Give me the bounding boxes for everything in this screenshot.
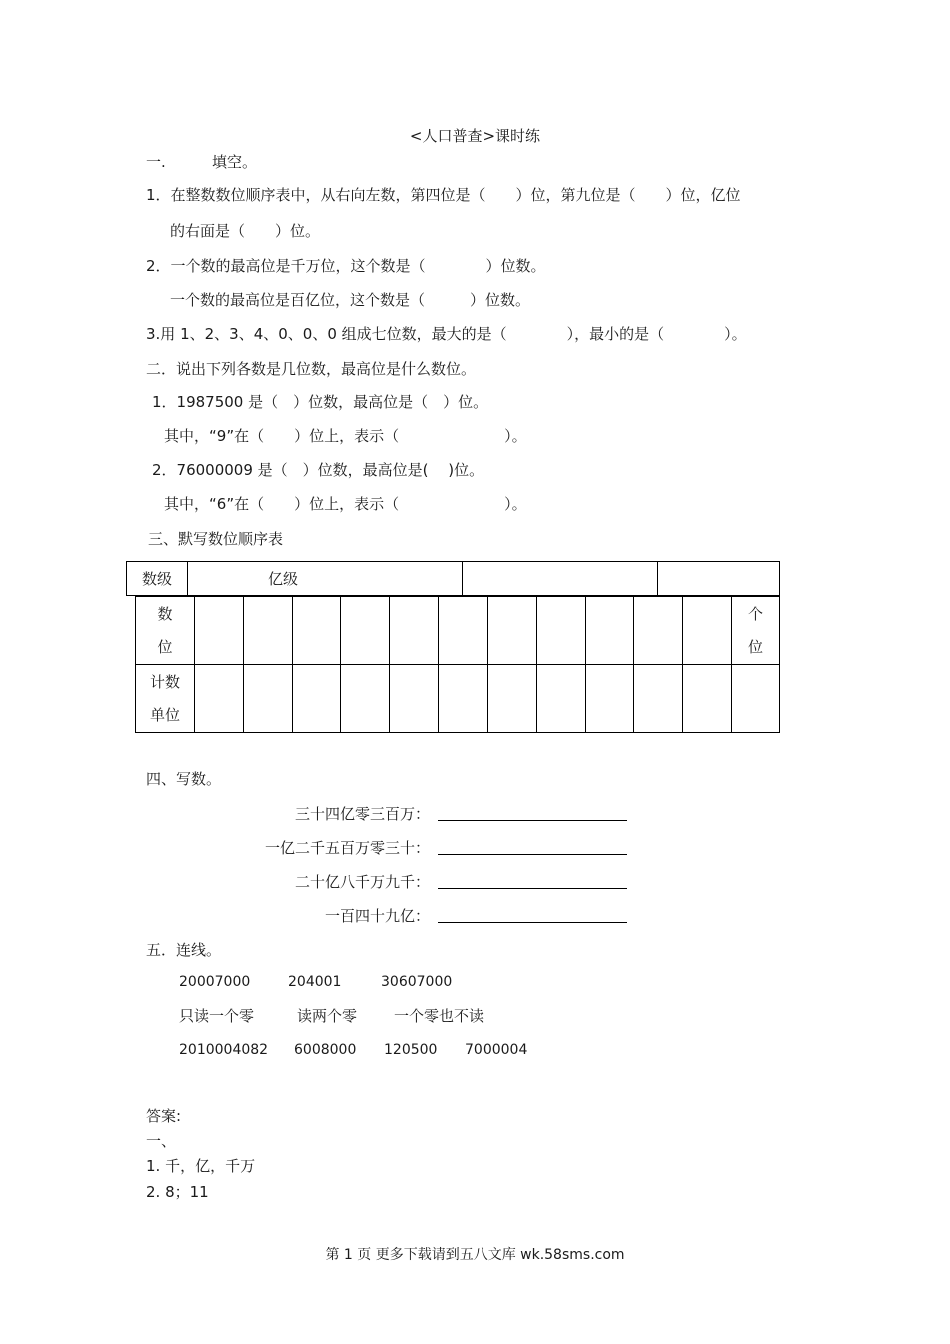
- s2-q1-line2: 其中，“9”在（ ）位上，表示（ ）。: [164, 427, 527, 445]
- table-group-empty: [463, 562, 658, 596]
- s2-q2-line2: 其中，“6”在（ ）位上，表示（ ）。: [164, 495, 527, 513]
- q3: 3.用 1、2、3、4、0、0、0 组成七位数，最大的是（ ），最小的是（ ）。: [146, 325, 747, 343]
- q2-line1: 2．一个数的最高位是千万位，这个数是（ ）位数。: [146, 257, 546, 275]
- reading-rule: 一个零也不读: [394, 1007, 485, 1025]
- table-cell: [390, 665, 439, 733]
- table-cell: [585, 665, 634, 733]
- table-cell: [683, 597, 732, 665]
- answer-line: [438, 854, 627, 855]
- answer-line-2: 2. 8；11: [146, 1183, 209, 1201]
- table-cell: [634, 665, 683, 733]
- answers-heading: 答案:: [146, 1107, 182, 1125]
- write-number-prompt: 一百四十九亿：: [324, 907, 430, 925]
- table-label-digit-b: 位: [157, 637, 173, 656]
- answers-section: 一、: [146, 1132, 177, 1150]
- reading-rule: 读两个零: [297, 1007, 358, 1025]
- table-cell: [195, 665, 244, 733]
- number-item: 7000004: [465, 1042, 528, 1058]
- table-cell: [292, 665, 341, 733]
- table-group-empty: [658, 562, 780, 596]
- table-cell: [439, 597, 488, 665]
- q2-line2: 一个数的最高位是百亿位，这个数是（ ）位数。: [170, 291, 531, 309]
- number-item: 2010004082: [179, 1042, 269, 1058]
- table-cell: [634, 597, 683, 665]
- reading-rule: 只读一个零: [179, 1007, 255, 1025]
- q1-line1: 1．在整数数位顺序表中，从右向左数，第四位是（ ）位，第九位是（ ）位，亿位: [146, 186, 741, 204]
- table-cell: [536, 597, 585, 665]
- section1-number: 一.: [146, 153, 166, 171]
- table-label-unit-a: 计数: [149, 672, 180, 691]
- answer-line: [438, 820, 627, 821]
- number-item: 30607000: [381, 974, 453, 990]
- number-item: 6008000: [294, 1042, 357, 1058]
- table-cell: [341, 597, 390, 665]
- table-cell: [536, 665, 585, 733]
- table-cell: [487, 597, 536, 665]
- number-item: 120500: [384, 1042, 438, 1058]
- table-label-digit-a: 数: [157, 604, 173, 623]
- section5-heading: 五．连线。: [146, 941, 222, 959]
- page-footer: 第 1 页 更多下载请到五八文库 wk.58sms.com: [325, 1247, 625, 1263]
- s2-q1-line1: 1．1987500 是（ ）位数，最高位是（ ）位。: [152, 393, 489, 411]
- table-cell: [195, 597, 244, 665]
- answer-line: [438, 922, 627, 923]
- table-cell: [243, 665, 292, 733]
- section1-heading: 填空。: [212, 153, 258, 171]
- section2-heading: 二．说出下列各数是几位数，最高位是什么数位。: [146, 360, 477, 378]
- table-cell: [341, 665, 390, 733]
- write-number-prompt: 二十亿八千万九千：: [294, 873, 430, 891]
- table-cell-ones: [732, 597, 780, 665]
- table-cell: [439, 665, 488, 733]
- place-value-table: [135, 596, 780, 733]
- page-title: <人口普查>课时练: [409, 127, 541, 145]
- number-item: 20007000: [179, 974, 251, 990]
- table-cell: [585, 597, 634, 665]
- table-cell: [487, 665, 536, 733]
- table-group-yi: 亿级: [188, 562, 463, 596]
- section3-heading: 三、默写数位顺序表: [148, 530, 284, 548]
- write-number-prompt: 一亿二千五百万零三十：: [264, 839, 430, 857]
- number-item: 204001: [288, 974, 342, 990]
- place-value-table-header: [126, 561, 780, 596]
- table-cell: [390, 597, 439, 665]
- section4-heading: 四、写数。: [146, 770, 222, 788]
- answer-line-1: 1. 千，亿，千万: [146, 1157, 256, 1175]
- s2-q2-line1: 2．76000009 是（ ）位数，最高位是( )位。: [152, 461, 485, 479]
- table-ones-b: 位: [747, 637, 763, 656]
- table-cell: [292, 597, 341, 665]
- table-cell: [683, 665, 732, 733]
- table-cell: [243, 597, 292, 665]
- table-cell: [732, 665, 780, 733]
- table-label-digit: [136, 597, 195, 665]
- table-label-unit: [136, 665, 195, 733]
- table-label-level: 数级: [127, 562, 188, 596]
- q1-line2: 的右面是（ ）位。: [170, 222, 321, 240]
- table-ones-a: 个: [747, 604, 763, 623]
- table-label-unit-b: 单位: [149, 705, 180, 724]
- write-number-prompt: 三十四亿零三百万：: [294, 805, 430, 823]
- answer-line: [438, 888, 627, 889]
